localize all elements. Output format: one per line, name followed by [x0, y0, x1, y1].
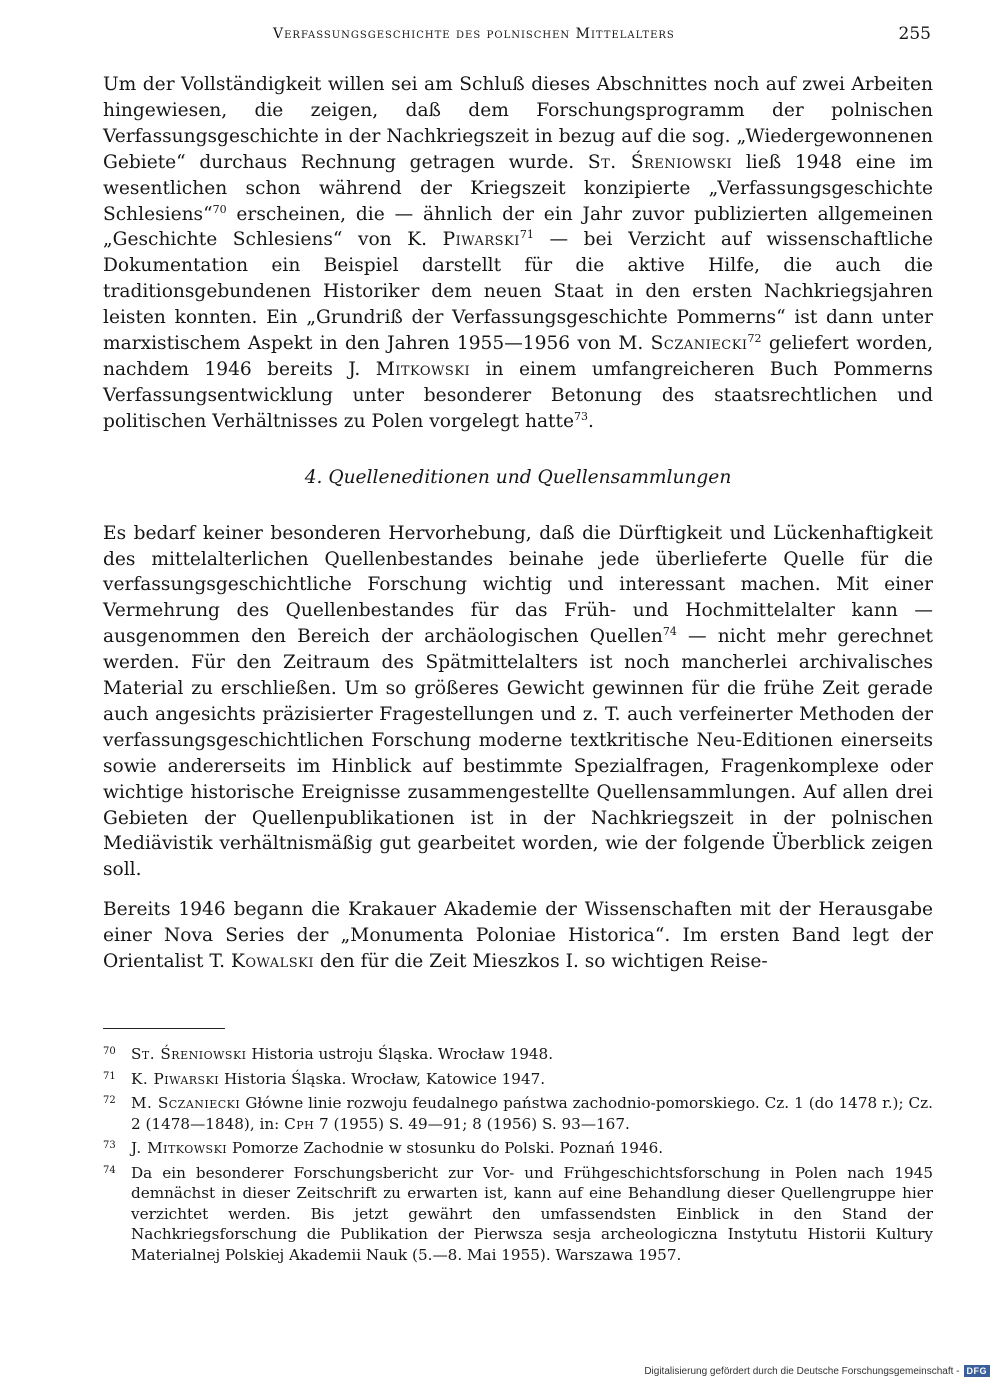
footnote-author: K. Piwarski — [131, 1069, 220, 1088]
footnote: 72 M. Sczaniecki Główne linie rozwoju feudalnego państwa zachodnio-pomorskiego. Cz. 1 (do 1478 r.); Cz. 2 (1478—1848), in: Cph 7 (1955) S. 49—91; 8 (1956) S. 93—167. — [103, 1094, 934, 1133]
footnote-author: J. Mitkowski — [131, 1139, 228, 1157]
author-name: Sczaniecki — [650, 333, 748, 355]
text-run: ließ 1948 eine im wesentlichen schon während der Kriegszeit konzipierte „Verfassungsgeschichte Schlesiens“ — [103, 151, 933, 225]
text-run: — bei Verzicht auf wissenschaftliche Dokumentation ein Beispiel darstellt für die aktive Hilfe, die auch die traditionsgebundenen Historiker dem neuen Staat in den ersten Nachkriegsjahren leisten konnten. Ein „Grundriß der Verfassungsgeschichte Pommerns“ ist dann unter marxistischem Aspekt in den Jahren 1955—1956 von M. — [103, 229, 933, 355]
footnote-author: St. Śreniowski — [131, 1045, 247, 1063]
footnote: 71 K. Piwarski Historia Śląska. Wrocław, Katowice 1947. — [103, 1069, 546, 1088]
text-run: Bereits 1946 begann die Krakauer Akademie der Wissenschaften mit der Herausgabe einer Nova Series der „Monumenta Poloniae Historica“. Im ersten Band legt der Orientalist T. — [103, 899, 933, 973]
footnote-text: Historia ustroju Śląska. Wrocław 1948. — [246, 1045, 554, 1063]
footnote-divider — [103, 1028, 225, 1029]
footnote-ref[interactable]: 71 — [519, 228, 534, 242]
footnote-text: Historia Śląska. Wrocław, Katowice 1947. — [219, 1069, 546, 1088]
footnotes — [103, 1044, 933, 1269]
footnote: 74 Da ein besonderer Forschungsbericht zur Vor- und Frühgeschichtsforschung in Polen nach 1945 demnächst in dieser Zeitschrift zu erwarten ist, kann auf eine Behandlung dieser Quellengruppe hier verzichtet werden. Bis jetzt gewährt den umfassendsten Einblick in den Stand der Nachkriegsforschung die Publikation der Pierwsza sesja archeologiczna Instytutu Historii Kultury Materialnej Polskiej Akademii Nauk (5.—8. Mai 1955). Warszawa 1957. — [103, 1163, 933, 1264]
funding-footer — [644, 1365, 990, 1377]
text-run: . — [588, 410, 594, 432]
page-number: 255 — [898, 24, 931, 44]
footnote-text: Główne linie rozwoju feudalnego państwa zachodnio-pomorskiego. Cz. 1 (do 1478 r.); Cz. 2 (1478—1848), in: — [131, 1094, 934, 1133]
text-run: — nicht mehr gerechnet werden. Für den Zeitraum des Spätmittelalters ist noch mancherlei archivalisches Material zu erschließen. Um so größeres Gewicht gewinnen für die frühe Zeit gerade auch angesichts präzisierter Fragestellungen und z. T. auch verfeinerter Methoden der verfassungsgeschichtlichen Forschung moderne textkritische Neu-Editionen einerseits sowie andererseits im Hinblick auf bestimmte Spezialfragen, Fragenkomplexe oder wichtige historische Ereignisse zusammengestellte Quellensammlungen. Auf allen drei Gebieten der Quellenpublikationen ist in der Nachkriegszeit in der polnischen Mediävistik verhältnismäßig gut gearbeitet worden, wie der folgende Überblick zeigen soll. — [103, 626, 934, 881]
text-run: Es bedarf keiner besonderen Hervorhebung, daß die Dürftigkeit und Lückenhaftigkeit des mittelalterlichen Quellenbestandes beinahe jede überlieferte Quelle für die verfassungsgeschichtliche Forschung wichtig und interessant machen. Mit einer Vermehrung des Quellenbestandes für das Früh- und Hochmittelalter kann — ausgenommen den Bereich der archäologischen Quellen — [103, 522, 933, 648]
footnote-ref[interactable]: 72 — [747, 332, 762, 346]
running-title: Verfassungsgeschichte des polnischen Mittelalters — [273, 26, 675, 42]
footnote: 70 St. Śreniowski Historia ustroju Śląska. Wrocław 1948. — [103, 1045, 554, 1063]
footnote-journal: Cph — [284, 1114, 315, 1133]
footnote-ref[interactable]: 74 — [662, 625, 677, 639]
footnote-author: M. Sczaniecki — [131, 1094, 241, 1112]
paragraph — [103, 897, 933, 975]
author-name: St. Śreniowski — [587, 151, 733, 173]
paragraph — [103, 521, 933, 884]
dfg-logo-icon: DFG — [964, 1365, 991, 1377]
body-text — [103, 72, 933, 975]
section-heading: 4. Quelleneditionen und Quellensammlungen — [304, 466, 732, 488]
running-head — [103, 26, 933, 48]
footnote-ref[interactable]: 73 — [574, 409, 588, 423]
footnote-ref[interactable]: 70 — [212, 202, 227, 216]
author-name: Mitkowski — [375, 358, 471, 380]
footnote: 73 J. Mitkowski Pomorze Zachodnie w stosunku do Polski. Poznań 1946. — [103, 1139, 664, 1157]
text-run: erscheinen, die — ähnlich der ein Jahr zuvor publizierten allgemeinen „Geschichte Schlesiens“ von K. — [103, 203, 933, 251]
paragraph — [103, 72, 933, 435]
author-name: Piwarski — [442, 229, 520, 251]
text-run: Um der Vollständigkeit willen sei am Schluß dieses Abschnittes noch auf zwei Arbeiten hingewiesen, die zeigen, daß dem Forschungsprogramm der polnischen Verfassungsgeschichte in der Nachkriegszeit in bezug auf die sog. „Wiedergewonnenen Gebiete“ durchaus Rechnung getragen wurde. — [103, 74, 933, 173]
text-run: geliefert worden, nachdem 1946 bereits J. — [103, 333, 933, 380]
footnote-text: Pomorze Zachodnie w stosunku do Polski. Poznań 1946. — [227, 1139, 664, 1157]
text-run: in einem umfangreicheren Buch Pommerns Verfassungsentwicklung unter besonderer Betonung des staatsrechtlichen und politischen Verhältnisses zu Polen vorgelegt hatte — [103, 358, 933, 432]
funding-note: Digitalisierung gefördert durch die Deutsche Forschungsgemeinschaft - — [644, 1365, 960, 1377]
text-run: den für die Zeit Mieszkos I. so wichtigen Reise- — [313, 951, 768, 973]
footnote-text: 7 (1955) S. 49—91; 8 (1956) S. 93—167. — [314, 1114, 630, 1133]
footnote-text: Da ein besonderer Forschungsbericht zur Vor- und Frühgeschichtsforschung in Polen nach 1945 demnächst in dieser Zeitschrift zu erwarten ist, kann auf eine Behandlung dieser Quellengruppe hier verzichtet werden. Bis jetzt gewährt den umfassendsten Einblick in den Stand der Nachkriegsforschung die Publikation der Pierwsza sesja archeologiczna Instytutu Historii Kultury Materialnej Polskiej Akademii Nauk (5.—8. Mai 1955). Warszawa 1957. — [131, 1163, 933, 1264]
author-name: Kowalski — [230, 951, 314, 973]
